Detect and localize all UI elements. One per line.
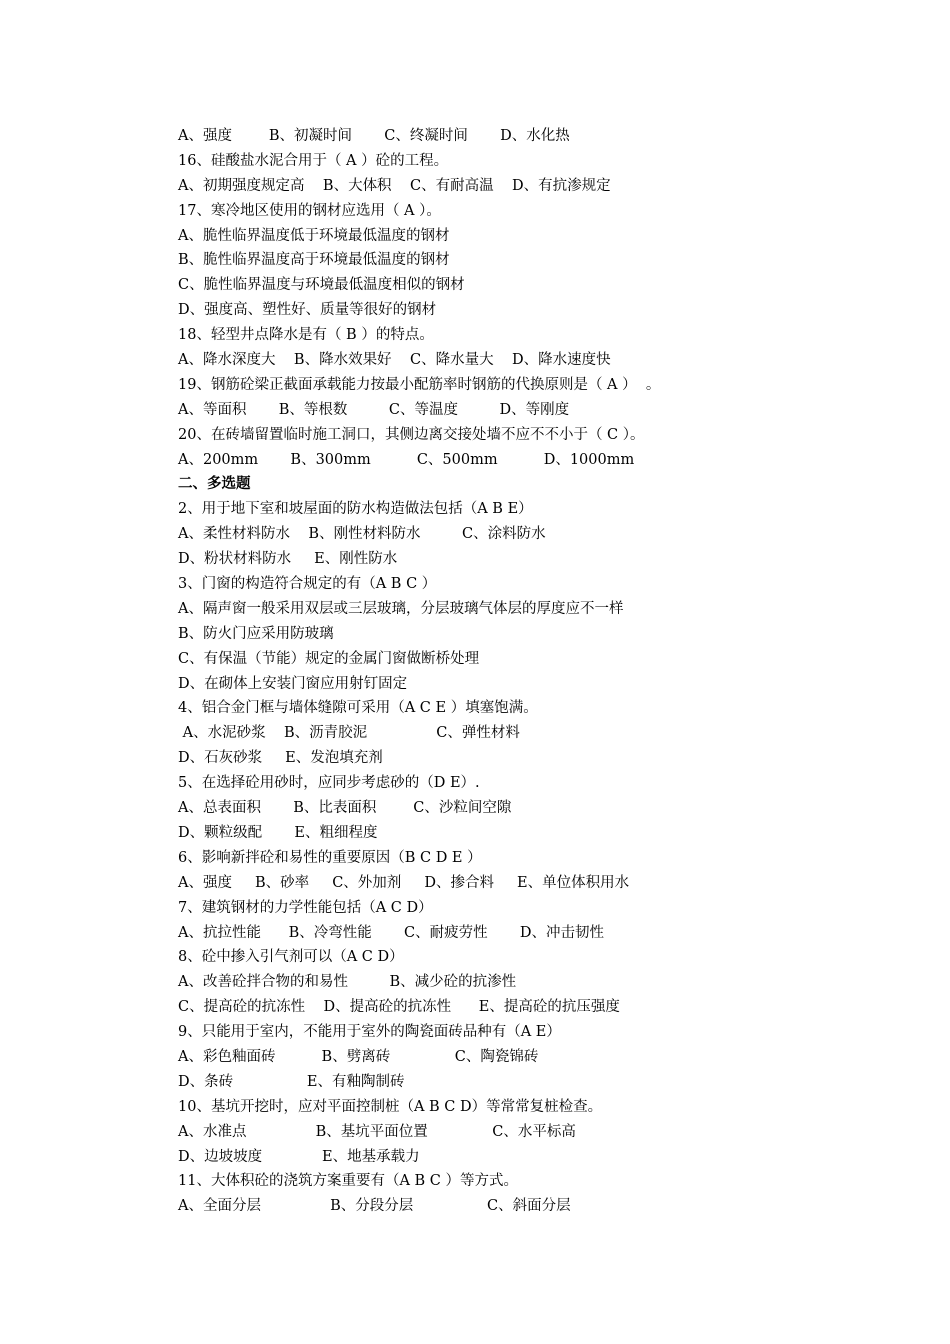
section-heading: 二、多选题: [178, 476, 251, 493]
answer-option: B、防火门应采用防玻璃: [178, 625, 334, 642]
question-11: 11、大体积砼的浇筑方案重要有（A B C ）等方式。: [178, 1173, 518, 1190]
answer-options-line: A、抗拉性能 B、冷弯性能 C、耐疲劳性 D、冲击韧性: [178, 924, 605, 941]
question-10: 10、基坑开挖时，应对平面控制桩（A B C D）等常常复桩检查。: [178, 1098, 603, 1115]
answer-options-line: A、强度 B、初凝时间 C、终凝时间 D、水化热: [178, 128, 570, 144]
answer-options-line: A、强度 B、砂率 C、外加剂 D、掺合料 E、单位体积用水: [178, 874, 630, 891]
answer-options-line: D、条砖 E、有釉陶制砖: [178, 1073, 405, 1090]
question-19: 19、钢筋砼梁正截面承载能力按最小配筋率时钢筋的代换原则是（ A ） 。: [178, 376, 661, 393]
answer-options-line: A、水泥砂浆 B、沥青胶泥 C、弹性材料: [178, 725, 520, 742]
answer-options-line: C、提高砼的抗冻性 D、提高砼的抗冻性 E、提高砼的抗压强度: [178, 999, 620, 1016]
answer-options-line: A、全面分层 B、分段分层 C、斜面分层: [178, 1198, 571, 1215]
question-18: 18、轻型井点降水是有（ B ）的特点。: [178, 327, 434, 344]
answer-options-line: A、初期强度规定高 B、大体积 C、有耐高温 D、有抗渗规定: [178, 177, 611, 194]
answer-option: C、脆性临界温度与环境最低温度相似的钢材: [178, 277, 465, 294]
answer-option: C、有保温（节能）规定的金属门窗做断桥处理: [178, 650, 480, 667]
document-page: [178, 124, 918, 1219]
answer-options-line: D、石灰砂浆 E、发泡填充剂: [178, 750, 383, 767]
answer-option: A、脆性临界温度低于环境最低温度的钢材: [178, 227, 450, 244]
answer-option: D、强度高、塑性好、质量等很好的钢材: [178, 302, 437, 319]
question-16: 16、硅酸盐水泥合用于（ A ）砼的工程。: [178, 152, 449, 169]
answer-options-line: A、改善砼拌合物的和易性 B、减少砼的抗渗性: [178, 974, 517, 991]
answer-options-line: A、彩色釉面砖 B、劈离砖 C、陶瓷锦砖: [178, 1048, 539, 1065]
answer-option: B、脆性临界温度高于环境最低温度的钢材: [178, 252, 450, 269]
question-6: 6、影响新拌砼和易性的重要原因（B C D E ）: [178, 849, 482, 866]
answer-options-line: D、边坡坡度 E、地基承载力: [178, 1148, 420, 1165]
question-20: 20、在砖墙留置临时施工洞口，其侧边离交接处墙不应不不小于（ C ）。: [178, 426, 645, 443]
question-17: 17、寒冷地区使用的钢材应选用（ A ）。: [178, 202, 441, 219]
answer-option: D、在砌体上安装门窗应用射钉固定: [178, 675, 408, 692]
answer-options-line: A、总表面积 B、比表面积 C、沙粒间空隙: [178, 800, 512, 817]
question-3: 3、门窗的构造符合规定的有（A B C ）: [178, 576, 437, 593]
answer-options-line: A、降水深度大 B、降水效果好 C、降水量大 D、降水速度快: [178, 352, 611, 369]
question-8: 8、砼中掺入引气剂可以（A C D）: [178, 949, 404, 966]
question-4: 4、铝合金门框与墙体缝隙可采用（A C E ）填塞饱满。: [178, 700, 538, 717]
answer-option: A、隔声窗一般采用双层或三层玻璃，分层玻璃气体层的厚度应不一样: [178, 600, 624, 617]
question-9: 9、只能用于室内，不能用于室外的陶瓷面砖品种有（A E）: [178, 1024, 561, 1041]
answer-options-line: A、200mm B、300mm C、500mm D、1000mm: [178, 451, 635, 468]
answer-options-line: D、粉状材料防水 E、刚性防水: [178, 551, 398, 568]
question-2: 2、用于地下室和坡屋面的防水构造做法包括（A B E）: [178, 501, 533, 518]
answer-options-line: A、水准点 B、基坑平面位置 C、水平标高: [178, 1123, 576, 1140]
question-5: 5、在选择砼用砂时，应同步考虑砂的（D E）.: [178, 775, 480, 792]
answer-options-line: A、等面积 B、等根数 C、等温度 D、等刚度: [178, 401, 570, 418]
answer-options-line: D、颗粒级配 E、粗细程度: [178, 824, 378, 841]
question-7: 7、建筑钢材的力学性能包括（A C D）: [178, 899, 433, 916]
answer-options-line: A、柔性材料防水 B、刚性材料防水 C、涂料防水: [178, 526, 546, 543]
